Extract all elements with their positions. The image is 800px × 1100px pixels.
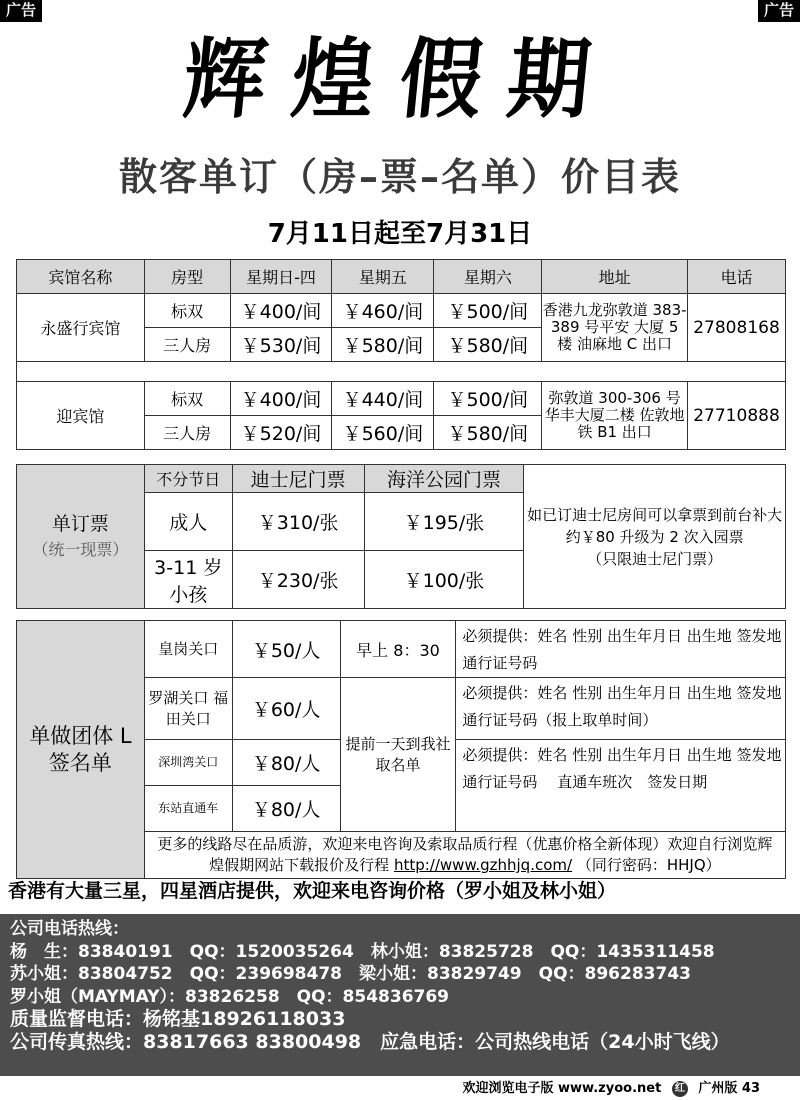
- fax-hotline: 公司传真热线：83817663 83800498 应急电话：公司热线电话（24小时飞线）: [10, 1030, 730, 1053]
- contact-line: 罗小姐（MAYMAY）：83826258 QQ：854836769: [10, 986, 450, 1007]
- brand-title: 辉煌假期: [179, 30, 622, 131]
- col-header: 迪士尼门票: [232, 465, 364, 493]
- price-cell: ￥50/人: [232, 621, 340, 678]
- contact-line: 苏小姐：83804752 QQ：239698478 梁小姐：83829749 QQ：896283743: [10, 964, 691, 984]
- ticket-label-sub: （统一现票）: [32, 539, 129, 559]
- port-name: 东站直通车: [144, 786, 232, 832]
- price-cell: ￥460/间: [332, 294, 434, 328]
- col-header: 电话: [688, 260, 786, 294]
- page-subtitle: 散客单订（房–票–名单）价目表: [118, 155, 681, 199]
- hotel-promo: 香港有大量三星，四星酒店提供，欢迎来电咨询价格（罗小姐及林小姐）: [8, 880, 617, 902]
- price-cell: ￥530/间: [230, 328, 332, 362]
- table-header-row: [17, 465, 786, 493]
- col-header: 星期五: [332, 260, 434, 294]
- price-cell: ￥80/人: [232, 786, 340, 832]
- price-cell: ￥580/间: [434, 328, 542, 362]
- hotel-address: 弥敦道 300-306 号华丰大厦二楼 佐敦地铁 B1 出口: [542, 382, 688, 450]
- col-header: 星期日-四: [230, 260, 332, 294]
- hotel-phone: 27808168: [688, 294, 786, 362]
- col-header: 宾馆名称: [17, 260, 145, 294]
- ticket-price-table: [16, 464, 786, 609]
- routes-footnote: [144, 832, 785, 879]
- footer-welcome: 欢迎浏览电子版 www.zyoo.net: [462, 1081, 662, 1096]
- ticket-label: 单订票: [51, 512, 109, 535]
- pickup-time: 早上 8：30: [340, 621, 456, 678]
- ticket-who: 3-11 岁小孩: [144, 551, 232, 609]
- hotel-price-table: [16, 259, 786, 450]
- upgrade-text: 如已订迪士尼房间可以拿票到前台补大约￥80 升级为 2 次入园票: [527, 505, 783, 546]
- price-cell: ￥520/间: [230, 416, 332, 450]
- ad-label-left: 广告: [0, 0, 42, 22]
- price-cell: ￥500/间: [434, 382, 542, 416]
- col-header: 海洋公园门票: [364, 465, 524, 493]
- price-cell: ￥560/间: [332, 416, 434, 450]
- port-name: 罗湖关口 福田关口: [144, 678, 232, 740]
- room-type: 三人房: [144, 416, 230, 450]
- room-type: 标双: [144, 382, 230, 416]
- price-cell: ￥440/间: [332, 382, 434, 416]
- col-header: 星期六: [434, 260, 542, 294]
- pickup-before: 提前一天到我社取名单: [340, 678, 456, 832]
- ticket-section-label: [17, 465, 145, 609]
- price-cell: ￥195/张: [364, 493, 524, 551]
- table-row: [17, 294, 786, 328]
- price-cell: ￥500/间: [434, 294, 542, 328]
- date-range: 7月11日起至7月31日: [267, 219, 533, 249]
- ticket-upgrade-info: [524, 465, 786, 609]
- ticket-who: 成人: [144, 493, 232, 551]
- page-footer: [0, 1078, 800, 1100]
- price-cell: ￥580/间: [332, 328, 434, 362]
- ad-label-right: 广告: [758, 0, 800, 22]
- website-link[interactable]: http://www.gzhhjq.com/: [393, 856, 573, 874]
- hotline-panel: [0, 914, 800, 1076]
- hotline-heading: 公司电话热线：: [10, 919, 129, 939]
- footnote-text: 更多的线路尽在品质游，欢迎来电咨询及索取品质行程（优惠价格全新体现）欢迎自行浏览辉煌假期网站下载报价及行程: [157, 835, 773, 874]
- price-cell: ￥310/张: [232, 493, 364, 551]
- price-cell: ￥400/间: [230, 294, 332, 328]
- hotel-name: 永盛行宾馆: [17, 294, 145, 362]
- quality-hotline: 质量监督电话：杨铭基18926118033: [10, 1008, 346, 1030]
- col-header: 房型: [144, 260, 230, 294]
- hotel-phone: 27710888: [688, 382, 786, 450]
- spacer-cell: [17, 362, 786, 382]
- footer-edition: 广州版: [698, 1081, 738, 1096]
- hotel-address: 香港九龙弥敦道 383-389 号平安 大厦 5 楼 油麻地 C 出口: [542, 294, 688, 362]
- price-cell: ￥580/间: [434, 416, 542, 450]
- room-type: 三人房: [144, 328, 230, 362]
- table-spacer: [17, 362, 786, 382]
- table-header-row: [17, 260, 786, 294]
- table-row: [17, 382, 786, 416]
- requirement-text: 必须提供：姓名 性别 出生年月日 出生地 签发地 通行证号码 直通车班次 签发日期: [456, 740, 786, 832]
- port-name: 皇岗关口: [144, 621, 232, 678]
- contact-line: 杨 生：83840191 QQ：1520035264 林小姐：83825728 QQ：1435311458: [10, 941, 715, 962]
- group-visa-table: [16, 620, 786, 879]
- password-note: （同行密码：HHJQ）: [576, 856, 721, 874]
- edition-badge-icon: 红: [672, 1081, 688, 1097]
- room-type: 标双: [144, 294, 230, 328]
- price-cell: ￥80/人: [232, 740, 340, 786]
- requirement-text: 必须提供：姓名 性别 出生年月日 出生地 签发地 通行证号码: [456, 621, 786, 678]
- group-section-label: 单做团体 L 签名单: [17, 621, 145, 879]
- price-cell: ￥100/张: [364, 551, 524, 609]
- price-cell: ￥400/间: [230, 382, 332, 416]
- port-name: 深圳湾关口: [144, 740, 232, 786]
- col-header: 不分节日: [144, 465, 232, 493]
- requirement-text: 必须提供：姓名 性别 出生年月日 出生地 签发地 通行证号码（报上取单时间）: [456, 678, 786, 740]
- page-number: 43: [741, 1081, 760, 1096]
- price-cell: ￥60/人: [232, 678, 340, 740]
- table-row: [17, 621, 786, 678]
- price-cell: ￥230/张: [232, 551, 364, 609]
- upgrade-note: （只限迪士尼门票）: [587, 549, 723, 568]
- hotel-name: 迎宾馆: [17, 382, 145, 450]
- col-header: 地址: [542, 260, 688, 294]
